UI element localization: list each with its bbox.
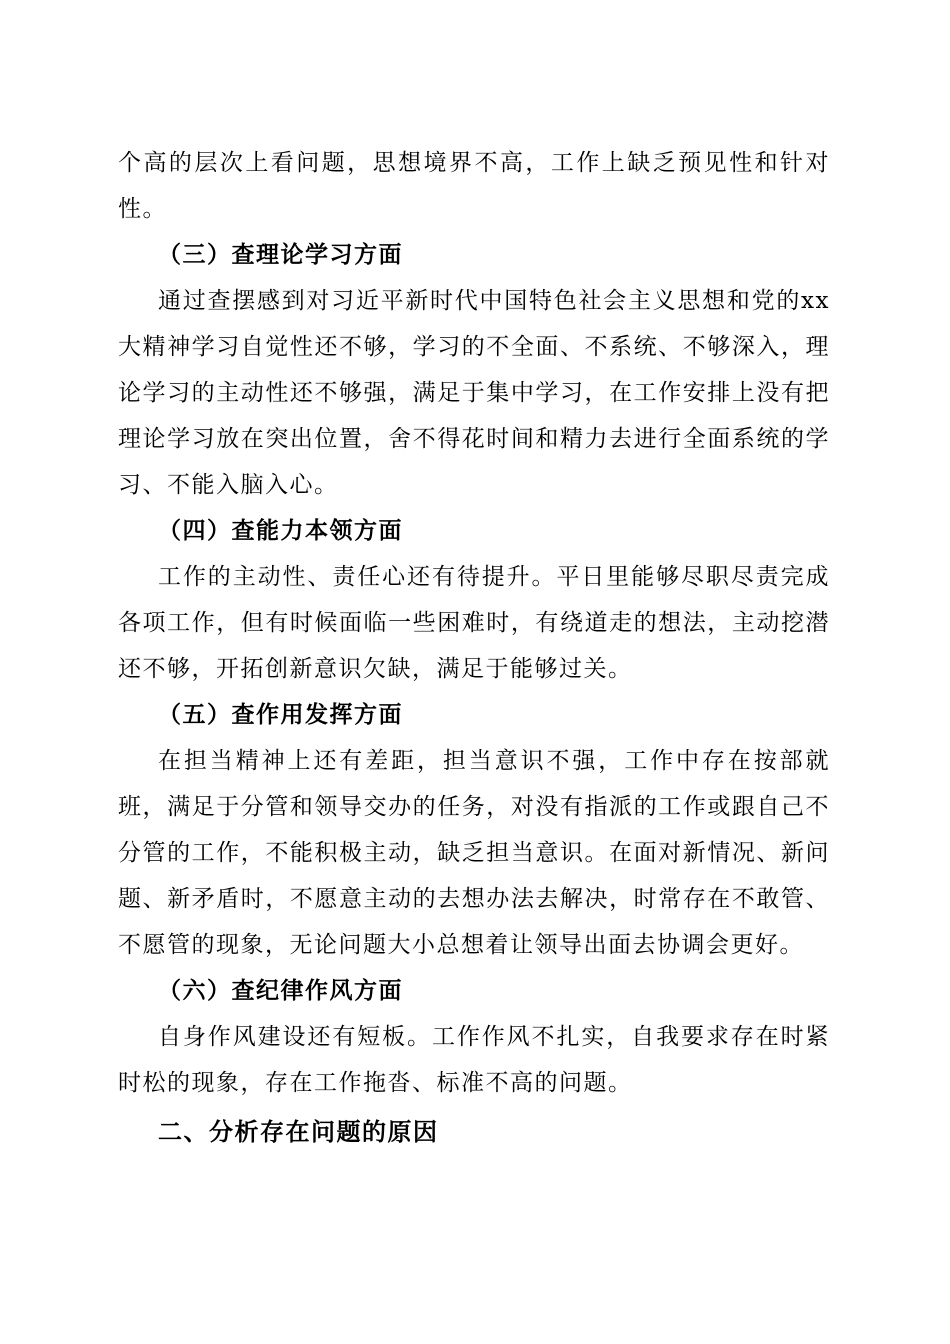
document-body [118,140,830,1158]
paragraph-discipline: 自身作风建设还有短板。工作作风不扎实，自我要求存在时紧时松的现象，存在工作拖沓、标准不高的问题。 [118,1024,830,1096]
subheading-discipline: （六）查纪律作风方面 [158,977,403,1004]
paragraph-role: 在担当精神上还有差距，担当意识不强，工作中存在按部就班，满足于分管和领导交办的任务，对没有指派的工作或跟自己不分管的工作，不能积极主动，缺乏担当意识。在面对新情况、新问题、新矛盾时，不愿意主动的去想办法去解决，时常存在不敢管、不愿管的现象，无论问题大小总想着让领导出面去协调会更好。 [118,748,830,958]
subheading-theory-study: （三）查理论学习方面 [158,241,403,268]
paragraph-theory-study: 通过查摆感到对习近平新时代中国特色社会主义思想和党的xx大精神学习自觉性还不够，学习的不全面、不系统、不够深入，理论学习的主动性还不够强，满足于集中学习，在工作安排上没有把理论学习放在突出位置，舍不得花时间和精力去进行全面系统的学习、不能入脑入心。 [118,288,830,498]
paragraph-ability: 工作的主动性、责任心还有待提升。平日里能够尽职尽责完成各项工作，但有时候面临一些困难时，有绕道走的想法，主动挖潜还不够，开拓创新意识欠缺，满足于能够过关。 [118,564,830,682]
paragraph-continuation: 个高的层次上看问题，思想境界不高，工作上缺乏预见性和针对性。 [118,150,830,222]
subheading-ability: （四）查能力本领方面 [158,517,403,544]
subheading-role: （五）查作用发挥方面 [158,701,403,728]
section-heading-causes: 二、分析存在问题的原因 [158,1118,439,1146]
